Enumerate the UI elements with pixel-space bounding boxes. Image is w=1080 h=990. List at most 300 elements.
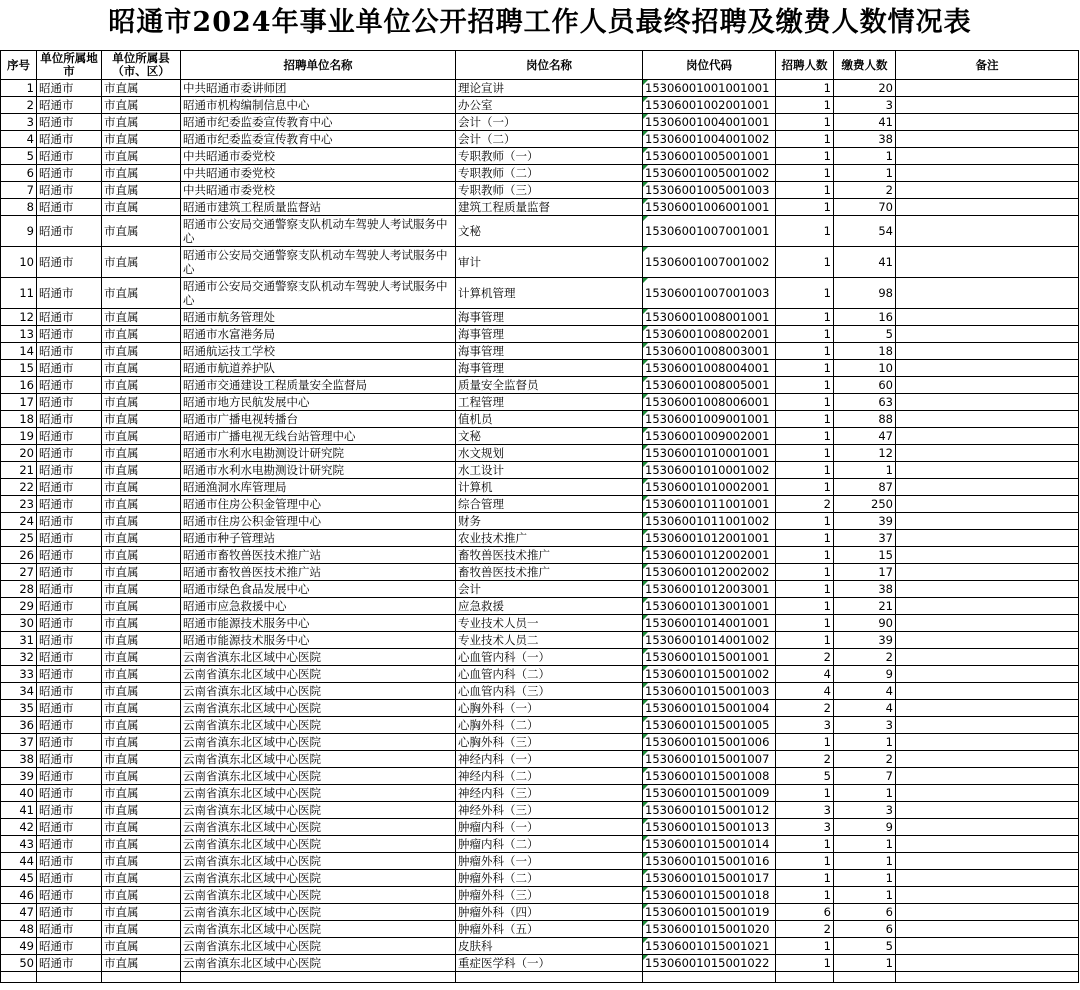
table-row xyxy=(1,148,1079,165)
cell-paid: 3 xyxy=(834,97,896,114)
table-row xyxy=(1,632,1079,649)
cell-city: 昭通市 xyxy=(37,462,102,479)
cell-city: 昭通市 xyxy=(37,148,102,165)
cell-seq: 7 xyxy=(1,182,37,199)
cell-county: 市直属 xyxy=(102,513,181,530)
cell-seq: 33 xyxy=(1,666,37,683)
cell-seq: 29 xyxy=(1,598,37,615)
cell-county: 市直属 xyxy=(102,530,181,547)
cell-city: 昭通市 xyxy=(37,80,102,97)
cell-city: 昭通市 xyxy=(37,278,102,309)
cell-recruit: 1 xyxy=(776,530,834,547)
cell-seq: 19 xyxy=(1,428,37,445)
cell-note xyxy=(896,598,1079,615)
cell-post: 水工设计 xyxy=(456,462,643,479)
cell-county: 市直属 xyxy=(102,904,181,921)
cell-post: 水文规划 xyxy=(456,445,643,462)
cell-note xyxy=(896,887,1079,904)
cell-city: 昭通市 xyxy=(37,955,102,972)
cell-note xyxy=(896,700,1079,717)
cell-county: 市直属 xyxy=(102,819,181,836)
cell-note xyxy=(896,751,1079,768)
cell-code: 15306001005001001 xyxy=(643,148,776,165)
cell-county: 市直属 xyxy=(102,751,181,768)
cell-unit: 昭通市能源技术服务中心 xyxy=(181,632,456,649)
table-row xyxy=(1,513,1079,530)
table-row xyxy=(1,496,1079,513)
cell-unit: 云南省滇东北区域中心医院 xyxy=(181,802,456,819)
cell-post: 海事管理 xyxy=(456,326,643,343)
cell-paid: 1 xyxy=(834,887,896,904)
cell-seq: 17 xyxy=(1,394,37,411)
cell-code: 15306001009002001 xyxy=(643,428,776,445)
cell-post: 质量安全监督员 xyxy=(456,377,643,394)
cell-note xyxy=(896,785,1079,802)
cell-recruit: 1 xyxy=(776,80,834,97)
cell-county: 市直属 xyxy=(102,632,181,649)
cell-county: 市直属 xyxy=(102,216,181,247)
cell-city: 昭通市 xyxy=(37,547,102,564)
table-row xyxy=(1,131,1079,148)
table-row xyxy=(1,360,1079,377)
cell-paid: 21 xyxy=(834,598,896,615)
table-row xyxy=(1,700,1079,717)
cell-paid: 3 xyxy=(834,717,896,734)
cell-city: 昭通市 xyxy=(37,836,102,853)
cell-seq: 4 xyxy=(1,131,37,148)
cell-note xyxy=(896,199,1079,216)
table-row xyxy=(1,819,1079,836)
cell-unit: 云南省滇东北区域中心医院 xyxy=(181,921,456,938)
cell-note xyxy=(896,326,1079,343)
cell-county: 市直属 xyxy=(102,836,181,853)
cell-recruit: 1 xyxy=(776,278,834,309)
cell-seq: 24 xyxy=(1,513,37,530)
table-row xyxy=(1,904,1079,921)
cell-note xyxy=(896,114,1079,131)
cell-seq: 16 xyxy=(1,377,37,394)
cell-county: 市直属 xyxy=(102,97,181,114)
cell-post: 专职教师（三） xyxy=(456,182,643,199)
cell-unit: 昭通市纪委监委宣传教育中心 xyxy=(181,114,456,131)
cell-note xyxy=(896,938,1079,955)
table-row xyxy=(1,751,1079,768)
cell-post: 计算机 xyxy=(456,479,643,496)
cell-county: 市直属 xyxy=(102,411,181,428)
cell-seq: 8 xyxy=(1,199,37,216)
cell-empty xyxy=(834,972,896,983)
cell-paid: 63 xyxy=(834,394,896,411)
cell-unit: 昭通市航道养护队 xyxy=(181,360,456,377)
cell-empty xyxy=(102,972,181,983)
cell-seq: 27 xyxy=(1,564,37,581)
cell-code: 15306001013001001 xyxy=(643,598,776,615)
cell-note xyxy=(896,547,1079,564)
cell-code: 15306001015001016 xyxy=(643,853,776,870)
cell-seq: 38 xyxy=(1,751,37,768)
cell-county: 市直属 xyxy=(102,131,181,148)
cell-recruit: 1 xyxy=(776,148,834,165)
cell-county: 市直属 xyxy=(102,717,181,734)
cell-city: 昭通市 xyxy=(37,216,102,247)
cell-unit: 昭通市广播电视转播台 xyxy=(181,411,456,428)
cell-seq: 6 xyxy=(1,165,37,182)
cell-paid: 1 xyxy=(834,785,896,802)
table-row xyxy=(1,114,1079,131)
cell-empty xyxy=(896,972,1079,983)
header-paid: 缴费人数 xyxy=(834,51,896,80)
cell-paid: 2 xyxy=(834,649,896,666)
header-city: 单位所属地市 xyxy=(37,51,102,80)
cell-city: 昭通市 xyxy=(37,921,102,938)
cell-city: 昭通市 xyxy=(37,530,102,547)
table-row xyxy=(1,80,1079,97)
cell-unit: 中共昭通市委讲师团 xyxy=(181,80,456,97)
cell-recruit: 1 xyxy=(776,547,834,564)
table-row xyxy=(1,377,1079,394)
cell-unit: 云南省滇东北区域中心医院 xyxy=(181,751,456,768)
cell-city: 昭通市 xyxy=(37,802,102,819)
cell-recruit: 1 xyxy=(776,581,834,598)
cell-code: 15306001015001002 xyxy=(643,666,776,683)
cell-code: 15306001009001001 xyxy=(643,411,776,428)
cell-city: 昭通市 xyxy=(37,819,102,836)
cell-seq: 9 xyxy=(1,216,37,247)
cell-recruit: 1 xyxy=(776,564,834,581)
cell-city: 昭通市 xyxy=(37,131,102,148)
cell-note xyxy=(896,530,1079,547)
cell-empty xyxy=(456,972,643,983)
cell-note xyxy=(896,131,1079,148)
cell-code: 15306001015001014 xyxy=(643,836,776,853)
table-row xyxy=(1,598,1079,615)
cell-paid: 1 xyxy=(834,955,896,972)
document-title: 昭通市2024年事业单位公开招聘工作人员最终招聘及缴费人数情况表 xyxy=(108,7,972,38)
cell-seq: 12 xyxy=(1,309,37,326)
table-row xyxy=(1,785,1079,802)
cell-unit: 昭通市航务管理处 xyxy=(181,309,456,326)
cell-paid: 20 xyxy=(834,80,896,97)
cell-post: 工程管理 xyxy=(456,394,643,411)
cell-code: 15306001015001005 xyxy=(643,717,776,734)
cell-city: 昭通市 xyxy=(37,343,102,360)
cell-recruit: 2 xyxy=(776,751,834,768)
cell-unit: 昭通市畜牧兽医技术推广站 xyxy=(181,547,456,564)
cell-unit: 云南省滇东北区域中心医院 xyxy=(181,955,456,972)
table-row xyxy=(1,309,1079,326)
cell-seq: 46 xyxy=(1,887,37,904)
cell-county: 市直属 xyxy=(102,377,181,394)
cell-county: 市直属 xyxy=(102,182,181,199)
cell-county: 市直属 xyxy=(102,247,181,278)
cell-note xyxy=(896,683,1079,700)
cell-note xyxy=(896,921,1079,938)
cell-note xyxy=(896,411,1079,428)
cell-code: 15306001004001002 xyxy=(643,131,776,148)
cell-post: 神经外科（三） xyxy=(456,802,643,819)
cell-recruit: 1 xyxy=(776,131,834,148)
cell-recruit: 1 xyxy=(776,199,834,216)
table-row xyxy=(1,853,1079,870)
cell-note xyxy=(896,428,1079,445)
cell-note xyxy=(896,802,1079,819)
cell-city: 昭通市 xyxy=(37,182,102,199)
table-row xyxy=(1,343,1079,360)
table-row xyxy=(1,955,1079,972)
cell-post: 专职教师（一） xyxy=(456,148,643,165)
cell-note xyxy=(896,853,1079,870)
cell-recruit: 1 xyxy=(776,411,834,428)
cell-paid: 12 xyxy=(834,445,896,462)
cell-post: 海事管理 xyxy=(456,343,643,360)
cell-recruit: 6 xyxy=(776,904,834,921)
cell-seq: 34 xyxy=(1,683,37,700)
cell-city: 昭通市 xyxy=(37,751,102,768)
cell-city: 昭通市 xyxy=(37,360,102,377)
cell-recruit: 1 xyxy=(776,479,834,496)
cell-city: 昭通市 xyxy=(37,700,102,717)
cell-city: 昭通市 xyxy=(37,581,102,598)
cell-code: 15306001012002002 xyxy=(643,564,776,581)
cell-code: 15306001010001001 xyxy=(643,445,776,462)
cell-county: 市直属 xyxy=(102,802,181,819)
table-row-partial xyxy=(1,972,1079,983)
cell-post: 皮肤科 xyxy=(456,938,643,955)
cell-seq: 10 xyxy=(1,247,37,278)
cell-post: 计算机管理 xyxy=(456,278,643,309)
cell-note xyxy=(896,479,1079,496)
cell-paid: 3 xyxy=(834,802,896,819)
cell-county: 市直属 xyxy=(102,938,181,955)
cell-city: 昭通市 xyxy=(37,247,102,278)
cell-seq: 20 xyxy=(1,445,37,462)
cell-unit: 云南省滇东北区域中心医院 xyxy=(181,887,456,904)
cell-code: 15306001015001022 xyxy=(643,955,776,972)
cell-paid: 41 xyxy=(834,247,896,278)
cell-recruit: 1 xyxy=(776,734,834,751)
cell-county: 市直属 xyxy=(102,700,181,717)
cell-recruit: 1 xyxy=(776,182,834,199)
cell-paid: 6 xyxy=(834,921,896,938)
header-unit: 招聘单位名称 xyxy=(181,51,456,80)
table-row xyxy=(1,530,1079,547)
cell-unit: 云南省滇东北区域中心医院 xyxy=(181,904,456,921)
cell-seq: 32 xyxy=(1,649,37,666)
cell-note xyxy=(896,819,1079,836)
cell-recruit: 1 xyxy=(776,377,834,394)
cell-unit: 云南省滇东北区域中心医院 xyxy=(181,717,456,734)
cell-county: 市直属 xyxy=(102,114,181,131)
table-row xyxy=(1,182,1079,199)
cell-city: 昭通市 xyxy=(37,394,102,411)
cell-code: 15306001008002001 xyxy=(643,326,776,343)
cell-recruit: 1 xyxy=(776,462,834,479)
table-row xyxy=(1,479,1079,496)
cell-post: 专职教师（二） xyxy=(456,165,643,182)
cell-note xyxy=(896,955,1079,972)
cell-post: 肿瘤外科（三） xyxy=(456,887,643,904)
header-row xyxy=(1,51,1079,80)
cell-post: 专业技术人员一 xyxy=(456,615,643,632)
cell-county: 市直属 xyxy=(102,666,181,683)
cell-note xyxy=(896,717,1079,734)
cell-code: 15306001001001001 xyxy=(643,80,776,97)
table-body xyxy=(1,80,1079,983)
cell-code: 15306001007001001 xyxy=(643,216,776,247)
cell-note xyxy=(896,496,1079,513)
cell-unit: 昭通航运技工学校 xyxy=(181,343,456,360)
cell-paid: 4 xyxy=(834,700,896,717)
cell-code: 15306001014001002 xyxy=(643,632,776,649)
cell-county: 市直属 xyxy=(102,496,181,513)
cell-county: 市直属 xyxy=(102,360,181,377)
cell-code: 15306001015001013 xyxy=(643,819,776,836)
cell-paid: 37 xyxy=(834,530,896,547)
cell-city: 昭通市 xyxy=(37,564,102,581)
cell-unit: 昭通市绿色食品发展中心 xyxy=(181,581,456,598)
cell-post: 肿瘤外科（五） xyxy=(456,921,643,938)
cell-recruit: 1 xyxy=(776,853,834,870)
cell-note xyxy=(896,278,1079,309)
cell-city: 昭通市 xyxy=(37,445,102,462)
cell-paid: 1 xyxy=(834,165,896,182)
cell-code: 15306001012002001 xyxy=(643,547,776,564)
cell-seq: 25 xyxy=(1,530,37,547)
cell-recruit: 3 xyxy=(776,819,834,836)
cell-note xyxy=(896,581,1079,598)
cell-county: 市直属 xyxy=(102,278,181,309)
cell-note xyxy=(896,377,1079,394)
table-row xyxy=(1,247,1079,278)
cell-county: 市直属 xyxy=(102,148,181,165)
cell-note xyxy=(896,615,1079,632)
cell-post: 文秘 xyxy=(456,216,643,247)
cell-code: 15306001012003001 xyxy=(643,581,776,598)
cell-code: 15306001015001001 xyxy=(643,649,776,666)
cell-city: 昭通市 xyxy=(37,496,102,513)
cell-code: 15306001010002001 xyxy=(643,479,776,496)
cell-recruit: 1 xyxy=(776,938,834,955)
cell-post: 心胸外科（一） xyxy=(456,700,643,717)
cell-county: 市直属 xyxy=(102,955,181,972)
cell-note xyxy=(896,309,1079,326)
cell-code: 15306001015001021 xyxy=(643,938,776,955)
cell-recruit: 2 xyxy=(776,700,834,717)
cell-city: 昭通市 xyxy=(37,632,102,649)
table-row xyxy=(1,326,1079,343)
table-row xyxy=(1,666,1079,683)
cell-recruit: 3 xyxy=(776,717,834,734)
cell-code: 15306001010001002 xyxy=(643,462,776,479)
cell-county: 市直属 xyxy=(102,462,181,479)
cell-city: 昭通市 xyxy=(37,326,102,343)
cell-seq: 22 xyxy=(1,479,37,496)
cell-seq: 41 xyxy=(1,802,37,819)
cell-recruit: 1 xyxy=(776,836,834,853)
cell-city: 昭通市 xyxy=(37,887,102,904)
cell-note xyxy=(896,247,1079,278)
cell-unit: 中共昭通市委党校 xyxy=(181,182,456,199)
cell-unit: 云南省滇东北区域中心医院 xyxy=(181,700,456,717)
cell-post: 肿瘤外科（四） xyxy=(456,904,643,921)
cell-paid: 17 xyxy=(834,564,896,581)
cell-paid: 38 xyxy=(834,581,896,598)
cell-empty xyxy=(776,972,834,983)
table-row xyxy=(1,649,1079,666)
cell-unit: 昭通市水利水电勘测设计研究院 xyxy=(181,445,456,462)
cell-city: 昭通市 xyxy=(37,377,102,394)
cell-seq: 40 xyxy=(1,785,37,802)
cell-recruit: 1 xyxy=(776,615,834,632)
cell-paid: 15 xyxy=(834,547,896,564)
cell-paid: 1 xyxy=(834,462,896,479)
cell-post: 会计（一） xyxy=(456,114,643,131)
cell-post: 肿瘤内科（一） xyxy=(456,819,643,836)
header-post: 岗位名称 xyxy=(456,51,643,80)
cell-paid: 1 xyxy=(834,853,896,870)
cell-county: 市直属 xyxy=(102,165,181,182)
cell-city: 昭通市 xyxy=(37,768,102,785)
table-row xyxy=(1,564,1079,581)
cell-code: 15306001015001018 xyxy=(643,887,776,904)
cell-paid: 90 xyxy=(834,615,896,632)
cell-note xyxy=(896,80,1079,97)
cell-unit: 云南省滇东北区域中心医院 xyxy=(181,853,456,870)
cell-county: 市直属 xyxy=(102,887,181,904)
cell-note xyxy=(896,360,1079,377)
cell-city: 昭通市 xyxy=(37,717,102,734)
header-code: 岗位代码 xyxy=(643,51,776,80)
cell-paid: 60 xyxy=(834,377,896,394)
cell-city: 昭通市 xyxy=(37,411,102,428)
cell-paid: 2 xyxy=(834,182,896,199)
cell-seq: 30 xyxy=(1,615,37,632)
cell-paid: 4 xyxy=(834,683,896,700)
cell-note xyxy=(896,445,1079,462)
cell-county: 市直属 xyxy=(102,581,181,598)
table-row xyxy=(1,165,1079,182)
cell-paid: 9 xyxy=(834,666,896,683)
cell-city: 昭通市 xyxy=(37,165,102,182)
cell-city: 昭通市 xyxy=(37,904,102,921)
cell-seq: 36 xyxy=(1,717,37,734)
cell-recruit: 3 xyxy=(776,802,834,819)
cell-empty xyxy=(1,972,37,983)
cell-unit: 昭通市公安局交通警察支队机动车驾驶人考试服务中心 xyxy=(181,216,456,247)
cell-unit: 昭通市建筑工程质量监督站 xyxy=(181,199,456,216)
cell-recruit: 1 xyxy=(776,394,834,411)
cell-code: 15306001012001001 xyxy=(643,530,776,547)
cell-note xyxy=(896,343,1079,360)
cell-county: 市直属 xyxy=(102,479,181,496)
cell-seq: 13 xyxy=(1,326,37,343)
cell-code: 15306001005001003 xyxy=(643,182,776,199)
table-row xyxy=(1,615,1079,632)
cell-note xyxy=(896,148,1079,165)
cell-recruit: 1 xyxy=(776,326,834,343)
recruitment-table xyxy=(0,50,1079,983)
cell-paid: 1 xyxy=(834,870,896,887)
cell-paid: 250 xyxy=(834,496,896,513)
cell-county: 市直属 xyxy=(102,564,181,581)
cell-code: 15306001015001019 xyxy=(643,904,776,921)
cell-seq: 37 xyxy=(1,734,37,751)
cell-county: 市直属 xyxy=(102,649,181,666)
cell-paid: 5 xyxy=(834,938,896,955)
cell-unit: 云南省滇东北区域中心医院 xyxy=(181,734,456,751)
table-row xyxy=(1,836,1079,853)
cell-paid: 6 xyxy=(834,904,896,921)
